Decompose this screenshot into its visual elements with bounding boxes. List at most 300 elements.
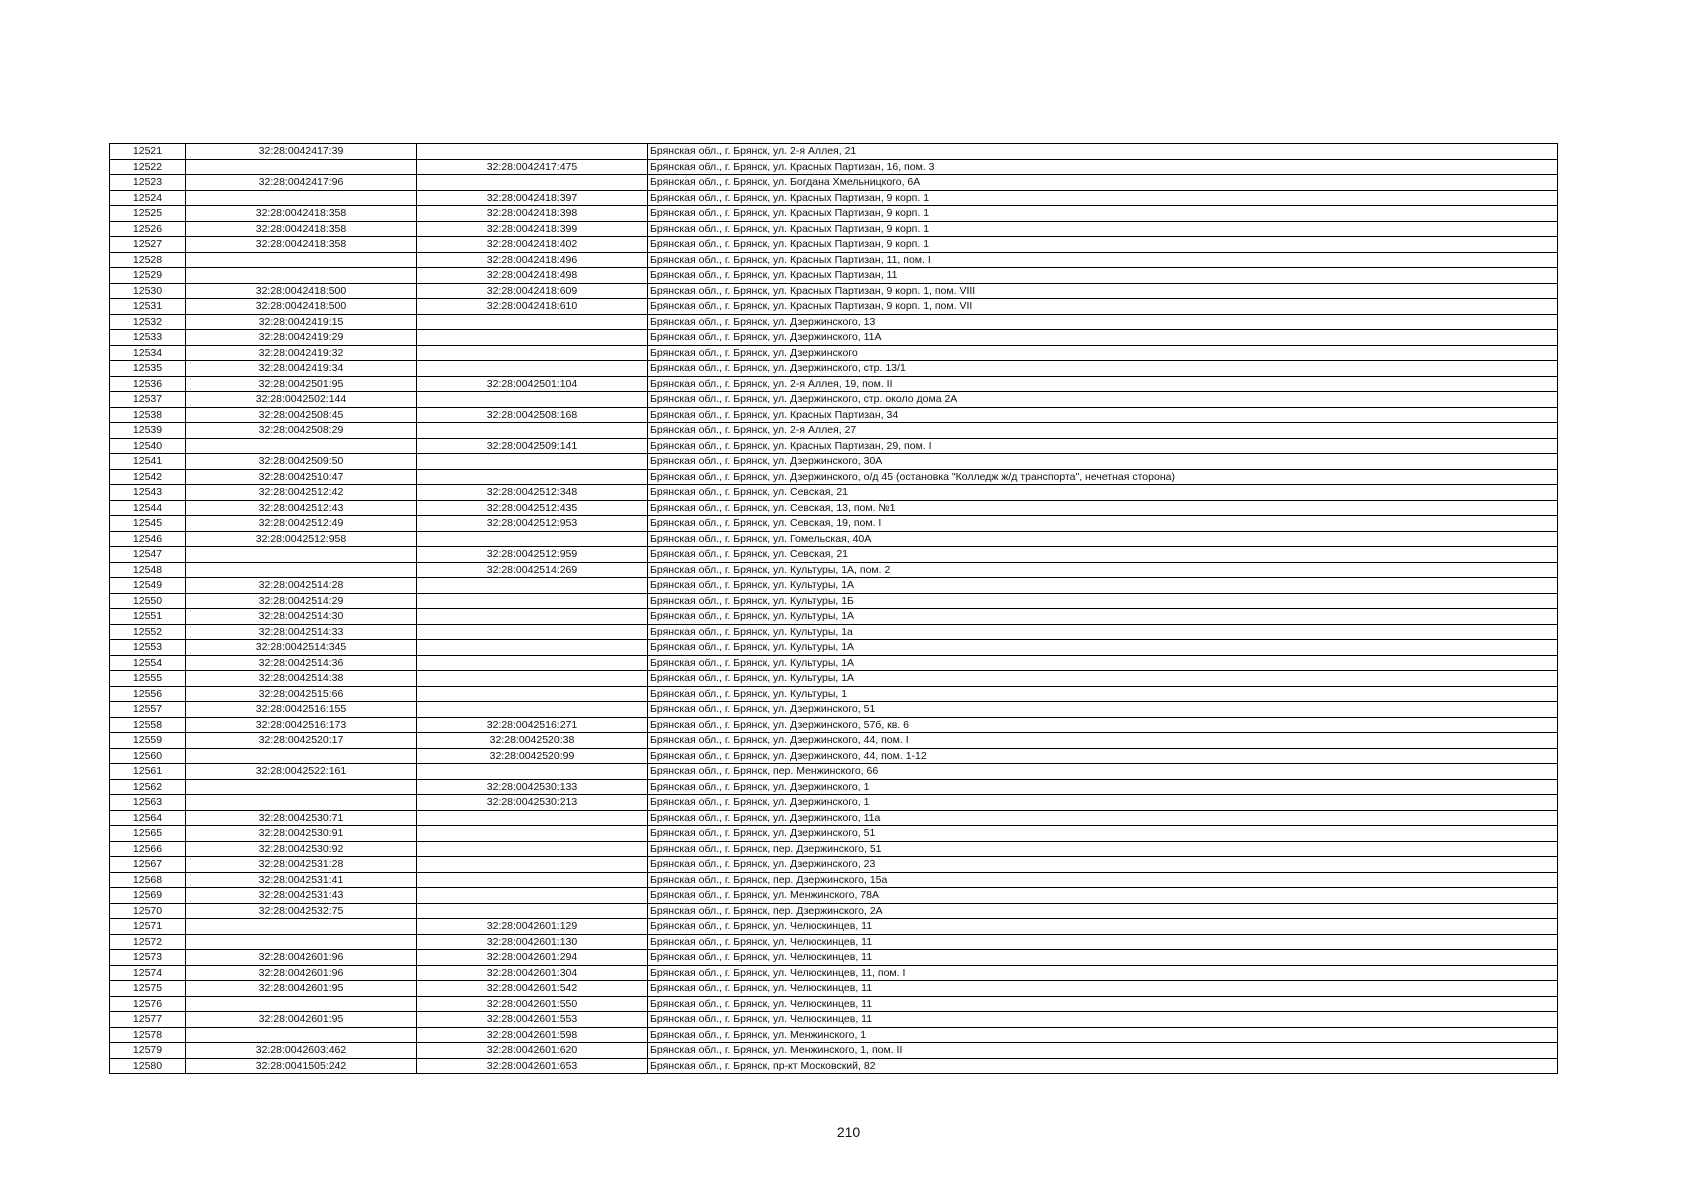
address-cell: Брянская обл., г. Брянск, ул. Культуры, 1Б <box>648 593 1558 609</box>
cadastral-number-parcel-cell: 32:28:0042418:358 <box>186 206 417 222</box>
table-row <box>110 934 1558 950</box>
cadastral-number-object-cell <box>417 702 648 718</box>
cadastral-number-object-cell: 32:28:0042418:498 <box>417 268 648 284</box>
row-number-cell: 12524 <box>110 190 186 206</box>
table-row <box>110 593 1558 609</box>
address-cell: Брянская обл., г. Брянск, ул. Челюскинцев, 11 <box>648 919 1558 935</box>
cadastral-number-object-cell: 32:28:0042601:129 <box>417 919 648 935</box>
cadastral-number-object-cell: 32:28:0042601:304 <box>417 965 648 981</box>
row-number-cell: 12549 <box>110 578 186 594</box>
page-number: 210 <box>836 1124 861 1140</box>
cadastral-number-object-cell <box>417 903 648 919</box>
table-row <box>110 872 1558 888</box>
cadastral-number-parcel-cell: 32:28:0042514:38 <box>186 671 417 687</box>
address-cell: Брянская обл., г. Брянск, ул. Менжинского, 1, пом. II <box>648 1043 1558 1059</box>
table-row <box>110 283 1558 299</box>
address-cell: Брянская обл., г. Брянск, ул. Дзержинского, 44, пом. I <box>648 733 1558 749</box>
table-row <box>110 159 1558 175</box>
table-row <box>110 175 1558 191</box>
cadastral-number-object-cell <box>417 609 648 625</box>
cadastral-number-parcel-cell: 32:28:0042514:36 <box>186 655 417 671</box>
table-row <box>110 779 1558 795</box>
row-number-cell: 12530 <box>110 283 186 299</box>
row-number-cell: 12565 <box>110 826 186 842</box>
table-row <box>110 578 1558 594</box>
cadastral-number-object-cell: 32:28:0042512:435 <box>417 500 648 516</box>
address-cell: Брянская обл., г. Брянск, пер. Дзержинского, 2А <box>648 903 1558 919</box>
cadastral-number-object-cell: 32:28:0042601:542 <box>417 981 648 997</box>
cadastral-number-parcel-cell: 32:28:0042418:358 <box>186 221 417 237</box>
cadastral-number-parcel-cell <box>186 1027 417 1043</box>
cadastral-number-parcel-cell <box>186 190 417 206</box>
table-row <box>110 702 1558 718</box>
row-number-cell: 12523 <box>110 175 186 191</box>
row-number-cell: 12577 <box>110 1012 186 1028</box>
table-row <box>110 1027 1558 1043</box>
cadastral-number-object-cell: 32:28:0042512:348 <box>417 485 648 501</box>
cadastral-number-object-cell: 32:28:0042601:130 <box>417 934 648 950</box>
row-number-cell: 12578 <box>110 1027 186 1043</box>
row-number-cell: 12555 <box>110 671 186 687</box>
cadastral-number-object-cell <box>417 531 648 547</box>
cadastral-number-object-cell <box>417 655 648 671</box>
cadastral-number-parcel-cell <box>186 919 417 935</box>
row-number-cell: 12575 <box>110 981 186 997</box>
address-cell: Брянская обл., г. Брянск, ул. Дзержинского, 23 <box>648 857 1558 873</box>
cadastral-number-parcel-cell: 32:28:0042418:500 <box>186 283 417 299</box>
cadastral-number-object-cell <box>417 345 648 361</box>
cadastral-number-parcel-cell: 32:28:0042601:95 <box>186 981 417 997</box>
cadastral-number-object-cell: 32:28:0042418:402 <box>417 237 648 253</box>
address-cell: Брянская обл., г. Брянск, ул. Севская, 13, пом. №1 <box>648 500 1558 516</box>
cadastral-number-object-cell <box>417 454 648 470</box>
address-cell: Брянская обл., г. Брянск, ул. Севская, 21 <box>648 547 1558 563</box>
cadastral-number-parcel-cell <box>186 252 417 268</box>
address-cell: Брянская обл., г. Брянск, ул. 2-я Аллея, 27 <box>648 423 1558 439</box>
address-cell: Брянская обл., г. Брянск, ул. 2-я Аллея, 19, пом. II <box>648 376 1558 392</box>
cadastral-number-parcel-cell: 32:28:0042417:96 <box>186 175 417 191</box>
address-cell: Брянская обл., г. Брянск, ул. Челюскинцев, 11 <box>648 1012 1558 1028</box>
row-number-cell: 12580 <box>110 1058 186 1074</box>
row-number-cell: 12572 <box>110 934 186 950</box>
table-row <box>110 748 1558 764</box>
cadastral-number-object-cell <box>417 872 648 888</box>
table-row <box>110 965 1558 981</box>
cadastral-number-object-cell <box>417 686 648 702</box>
cadastral-number-object-cell: 32:28:0042512:953 <box>417 516 648 532</box>
table-row <box>110 206 1558 222</box>
row-number-cell: 12556 <box>110 686 186 702</box>
table-row <box>110 1012 1558 1028</box>
cadastral-number-object-cell <box>417 841 648 857</box>
cadastral-number-object-cell: 32:28:0042516:271 <box>417 717 648 733</box>
address-cell: Брянская обл., г. Брянск, ул. Челюскинцев, 11 <box>648 934 1558 950</box>
cadastral-number-object-cell <box>417 144 648 160</box>
row-number-cell: 12548 <box>110 562 186 578</box>
cadastral-number-parcel-cell: 32:28:0042508:45 <box>186 407 417 423</box>
cadastral-number-parcel-cell: 32:28:0042530:91 <box>186 826 417 842</box>
row-number-cell: 12573 <box>110 950 186 966</box>
row-number-cell: 12550 <box>110 593 186 609</box>
cadastral-number-object-cell <box>417 624 648 640</box>
cadastral-number-parcel-cell <box>186 795 417 811</box>
table-row <box>110 996 1558 1012</box>
table-row <box>110 237 1558 253</box>
address-cell: Брянская обл., г. Брянск, ул. Гомельская, 40А <box>648 531 1558 547</box>
row-number-cell: 12561 <box>110 764 186 780</box>
cadastral-number-object-cell <box>417 888 648 904</box>
cadastral-number-parcel-cell: 32:28:0042516:155 <box>186 702 417 718</box>
cadastral-number-parcel-cell: 32:28:0042530:71 <box>186 810 417 826</box>
table-row <box>110 810 1558 826</box>
cadastral-number-object-cell <box>417 392 648 408</box>
cadastral-number-object-cell: 32:28:0042509:141 <box>417 438 648 454</box>
address-cell: Брянская обл., г. Брянск, ул. Дзержинского, 30А <box>648 454 1558 470</box>
cadastral-number-parcel-cell: 32:28:0042419:34 <box>186 361 417 377</box>
table-row <box>110 531 1558 547</box>
address-cell: Брянская обл., г. Брянск, ул. Дзержинского, 51 <box>648 826 1558 842</box>
table-row <box>110 407 1558 423</box>
cadastral-number-parcel-cell: 32:28:0042603:462 <box>186 1043 417 1059</box>
address-cell: Брянская обл., г. Брянск, ул. Красных Партизан, 9 корп. 1 <box>648 237 1558 253</box>
row-number-cell: 12571 <box>110 919 186 935</box>
cadastral-number-parcel-cell: 32:28:0042514:33 <box>186 624 417 640</box>
row-number-cell: 12528 <box>110 252 186 268</box>
cadastral-number-object-cell <box>417 640 648 656</box>
address-cell: Брянская обл., г. Брянск, ул. Севская, 19, пом. I <box>648 516 1558 532</box>
row-number-cell: 12559 <box>110 733 186 749</box>
address-cell: Брянская обл., г. Брянск, ул. 2-я Аллея, 21 <box>648 144 1558 160</box>
address-cell: Брянская обл., г. Брянск, ул. Красных Партизан, 29, пом. I <box>648 438 1558 454</box>
row-number-cell: 12535 <box>110 361 186 377</box>
table-row <box>110 562 1558 578</box>
cadastral-number-parcel-cell: 32:28:0042512:43 <box>186 500 417 516</box>
table-row <box>110 190 1558 206</box>
table-row <box>110 252 1558 268</box>
address-cell: Брянская обл., г. Брянск, ул. Красных Партизан, 9 корп. 1, пом. VIII <box>648 283 1558 299</box>
row-number-cell: 12547 <box>110 547 186 563</box>
address-cell: Брянская обл., г. Брянск, ул. Дзержинского, о/д 45 (остановка "Колледж ж/д транспорта", нечетная сторона) <box>648 469 1558 485</box>
row-number-cell: 12560 <box>110 748 186 764</box>
row-number-cell: 12579 <box>110 1043 186 1059</box>
row-number-cell: 12538 <box>110 407 186 423</box>
cadastral-number-parcel-cell: 32:28:0042601:95 <box>186 1012 417 1028</box>
address-cell: Брянская обл., г. Брянск, ул. Красных Партизан, 9 корп. 1 <box>648 221 1558 237</box>
table-row <box>110 795 1558 811</box>
cadastral-number-parcel-cell <box>186 562 417 578</box>
table-row <box>110 330 1558 346</box>
row-number-cell: 12525 <box>110 206 186 222</box>
cadastral-number-parcel-cell: 32:28:0042515:66 <box>186 686 417 702</box>
row-number-cell: 12563 <box>110 795 186 811</box>
address-cell: Брянская обл., г. Брянск, ул. Культуры, 1А <box>648 578 1558 594</box>
cadastral-number-parcel-cell: 32:28:0042514:30 <box>186 609 417 625</box>
table-row <box>110 733 1558 749</box>
cadastral-number-object-cell: 32:28:0042418:610 <box>417 299 648 315</box>
cadastral-number-parcel-cell: 32:28:0042531:28 <box>186 857 417 873</box>
address-cell: Брянская обл., г. Брянск, ул. Челюскинцев, 11 <box>648 981 1558 997</box>
cadastral-number-parcel-cell: 32:28:0042512:49 <box>186 516 417 532</box>
cadastral-number-object-cell <box>417 671 648 687</box>
cadastral-number-parcel-cell: 32:28:0042514:345 <box>186 640 417 656</box>
table-row <box>110 1058 1558 1074</box>
cadastral-number-parcel-cell: 32:28:0042419:15 <box>186 314 417 330</box>
address-cell: Брянская обл., г. Брянск, ул. Дзержинского, 1 <box>648 779 1558 795</box>
cadastral-number-parcel-cell: 32:28:0042522:161 <box>186 764 417 780</box>
registry-table-body <box>110 144 1558 1074</box>
address-cell: Брянская обл., г. Брянск, ул. Челюскинцев, 11, пом. I <box>648 965 1558 981</box>
address-cell: Брянская обл., г. Брянск, ул. Культуры, 1 <box>648 686 1558 702</box>
row-number-cell: 12557 <box>110 702 186 718</box>
address-cell: Брянская обл., г. Брянск, ул. Культуры, 1А <box>648 671 1558 687</box>
cadastral-number-object-cell: 32:28:0042601:653 <box>417 1058 648 1074</box>
cadastral-number-parcel-cell: 32:28:0042512:958 <box>186 531 417 547</box>
address-cell: Брянская обл., г. Брянск, ул. Менжинского, 78А <box>648 888 1558 904</box>
row-number-cell: 12570 <box>110 903 186 919</box>
table-row <box>110 221 1558 237</box>
cadastral-number-parcel-cell: 32:28:0042501:95 <box>186 376 417 392</box>
cadastral-number-parcel-cell <box>186 748 417 764</box>
table-row <box>110 857 1558 873</box>
cadastral-number-object-cell: 32:28:0042601:620 <box>417 1043 648 1059</box>
cadastral-number-object-cell: 32:28:0042601:550 <box>417 996 648 1012</box>
cadastral-number-object-cell <box>417 593 648 609</box>
cadastral-number-parcel-cell: 32:28:0042530:92 <box>186 841 417 857</box>
address-cell: Брянская обл., г. Брянск, ул. Дзержинского, 13 <box>648 314 1558 330</box>
table-row <box>110 485 1558 501</box>
row-number-cell: 12545 <box>110 516 186 532</box>
address-cell: Брянская обл., г. Брянск, ул. Красных Партизан, 11, пом. I <box>648 252 1558 268</box>
table-row <box>110 764 1558 780</box>
cadastral-number-object-cell: 32:28:0042530:133 <box>417 779 648 795</box>
address-cell: Брянская обл., г. Брянск, пр-кт Московский, 82 <box>648 1058 1558 1074</box>
cadastral-number-object-cell: 32:28:0042520:99 <box>417 748 648 764</box>
address-cell: Брянская обл., г. Брянск, ул. Красных Партизан, 16, пом. 3 <box>648 159 1558 175</box>
cadastral-number-object-cell: 32:28:0042601:294 <box>417 950 648 966</box>
cadastral-number-parcel-cell: 32:28:0042532:75 <box>186 903 417 919</box>
address-cell: Брянская обл., г. Брянск, ул. Дзержинского, стр. 13/1 <box>648 361 1558 377</box>
address-cell: Брянская обл., г. Брянск, пер. Дзержинского, 15а <box>648 872 1558 888</box>
row-number-cell: 12529 <box>110 268 186 284</box>
table-row <box>110 469 1558 485</box>
address-cell: Брянская обл., г. Брянск, ул. Дзержинского, стр. около дома 2А <box>648 392 1558 408</box>
cadastral-number-parcel-cell: 32:28:0042514:29 <box>186 593 417 609</box>
table-row <box>110 314 1558 330</box>
row-number-cell: 12569 <box>110 888 186 904</box>
cadastral-number-parcel-cell: 32:28:0042509:50 <box>186 454 417 470</box>
cadastral-number-parcel-cell: 32:28:0042418:358 <box>186 237 417 253</box>
cadastral-number-parcel-cell: 32:28:0042531:41 <box>186 872 417 888</box>
address-cell: Брянская обл., г. Брянск, ул. Красных Партизан, 9 корп. 1, пом. VII <box>648 299 1558 315</box>
cadastral-number-parcel-cell: 32:28:0042514:28 <box>186 578 417 594</box>
cadastral-number-object-cell <box>417 330 648 346</box>
cadastral-number-object-cell <box>417 175 648 191</box>
row-number-cell: 12543 <box>110 485 186 501</box>
cadastral-number-object-cell: 32:28:0042418:398 <box>417 206 648 222</box>
cadastral-number-parcel-cell: 32:28:0042601:96 <box>186 965 417 981</box>
table-row <box>110 981 1558 997</box>
address-cell: Брянская обл., г. Брянск, ул. Культуры, 1а <box>648 624 1558 640</box>
table-row <box>110 345 1558 361</box>
cadastral-number-object-cell: 32:28:0042520:38 <box>417 733 648 749</box>
cadastral-number-object-cell <box>417 578 648 594</box>
cadastral-number-object-cell <box>417 810 648 826</box>
table-row <box>110 423 1558 439</box>
address-cell: Брянская обл., г. Брянск, ул. Дзержинского, 44, пом. 1-12 <box>648 748 1558 764</box>
row-number-cell: 12537 <box>110 392 186 408</box>
row-number-cell: 12558 <box>110 717 186 733</box>
row-number-cell: 12562 <box>110 779 186 795</box>
cadastral-number-object-cell: 32:28:0042512:959 <box>417 547 648 563</box>
cadastral-number-parcel-cell <box>186 268 417 284</box>
cadastral-number-parcel-cell: 32:28:0042419:29 <box>186 330 417 346</box>
row-number-cell: 12527 <box>110 237 186 253</box>
property-registry-table <box>109 143 1558 1074</box>
cadastral-number-object-cell: 32:28:0042514:269 <box>417 562 648 578</box>
cadastral-number-parcel-cell <box>186 159 417 175</box>
row-number-cell: 12568 <box>110 872 186 888</box>
row-number-cell: 12521 <box>110 144 186 160</box>
address-cell: Брянская обл., г. Брянск, ул. Дзержинского, 1 <box>648 795 1558 811</box>
table-row <box>110 268 1558 284</box>
cadastral-number-parcel-cell <box>186 547 417 563</box>
cadastral-number-object-cell: 32:28:0042418:399 <box>417 221 648 237</box>
table-row <box>110 361 1558 377</box>
table-row <box>110 516 1558 532</box>
cadastral-number-parcel-cell: 32:28:0042512:42 <box>186 485 417 501</box>
cadastral-number-parcel-cell: 32:28:0042419:32 <box>186 345 417 361</box>
address-cell: Брянская обл., г. Брянск, ул. Дзержинского <box>648 345 1558 361</box>
table-row <box>110 671 1558 687</box>
cadastral-number-parcel-cell: 32:28:0042520:17 <box>186 733 417 749</box>
cadastral-number-parcel-cell <box>186 779 417 795</box>
address-cell: Брянская обл., г. Брянск, ул. Менжинского, 1 <box>648 1027 1558 1043</box>
row-number-cell: 12554 <box>110 655 186 671</box>
table-row <box>110 299 1558 315</box>
table-row <box>110 392 1558 408</box>
address-cell: Брянская обл., г. Брянск, ул. Красных Партизан, 9 корп. 1 <box>648 190 1558 206</box>
row-number-cell: 12576 <box>110 996 186 1012</box>
row-number-cell: 12544 <box>110 500 186 516</box>
table-row <box>110 888 1558 904</box>
table-row <box>110 655 1558 671</box>
table-row <box>110 826 1558 842</box>
row-number-cell: 12522 <box>110 159 186 175</box>
table-row <box>110 609 1558 625</box>
cadastral-number-object-cell: 32:28:0042601:553 <box>417 1012 648 1028</box>
row-number-cell: 12542 <box>110 469 186 485</box>
address-cell: Брянская обл., г. Брянск, пер. Дзержинского, 51 <box>648 841 1558 857</box>
address-cell: Брянская обл., г. Брянск, ул. Дзержинского, 11А <box>648 330 1558 346</box>
table-row <box>110 500 1558 516</box>
address-cell: Брянская обл., г. Брянск, ул. Культуры, 1А <box>648 609 1558 625</box>
row-number-cell: 12539 <box>110 423 186 439</box>
table-row <box>110 624 1558 640</box>
table-row <box>110 640 1558 656</box>
cadastral-number-object-cell: 32:28:0042501:104 <box>417 376 648 392</box>
address-cell: Брянская обл., г. Брянск, ул. Красных Партизан, 11 <box>648 268 1558 284</box>
row-number-cell: 12552 <box>110 624 186 640</box>
address-cell: Брянская обл., г. Брянск, пер. Менжинского, 66 <box>648 764 1558 780</box>
cadastral-number-parcel-cell: 32:28:0042417:39 <box>186 144 417 160</box>
table-row <box>110 841 1558 857</box>
table-row <box>110 717 1558 733</box>
row-number-cell: 12567 <box>110 857 186 873</box>
cadastral-number-object-cell <box>417 826 648 842</box>
cadastral-number-parcel-cell <box>186 438 417 454</box>
table-row <box>110 376 1558 392</box>
address-cell: Брянская обл., г. Брянск, ул. Богдана Хмельницкого, 6А <box>648 175 1558 191</box>
address-cell: Брянская обл., г. Брянск, ул. Красных Партизан, 9 корп. 1 <box>648 206 1558 222</box>
cadastral-number-parcel-cell: 32:28:0042502:144 <box>186 392 417 408</box>
row-number-cell: 12574 <box>110 965 186 981</box>
cadastral-number-object-cell <box>417 857 648 873</box>
table-row <box>110 454 1558 470</box>
table-row <box>110 547 1558 563</box>
cadastral-number-object-cell <box>417 361 648 377</box>
table-row <box>110 903 1558 919</box>
row-number-cell: 12533 <box>110 330 186 346</box>
address-cell: Брянская обл., г. Брянск, ул. Дзержинского, 51 <box>648 702 1558 718</box>
address-cell: Брянская обл., г. Брянск, ул. Дзержинского, 57б, кв. 6 <box>648 717 1558 733</box>
cadastral-number-parcel-cell: 32:28:0042601:96 <box>186 950 417 966</box>
address-cell: Брянская обл., г. Брянск, ул. Красных Партизан, 34 <box>648 407 1558 423</box>
cadastral-number-parcel-cell: 32:28:0042510:47 <box>186 469 417 485</box>
table-row <box>110 144 1558 160</box>
row-number-cell: 12553 <box>110 640 186 656</box>
table-row <box>110 686 1558 702</box>
table-row <box>110 438 1558 454</box>
cadastral-number-parcel-cell <box>186 934 417 950</box>
cadastral-number-object-cell: 32:28:0042601:598 <box>417 1027 648 1043</box>
row-number-cell: 12534 <box>110 345 186 361</box>
row-number-cell: 12541 <box>110 454 186 470</box>
cadastral-number-object-cell <box>417 314 648 330</box>
row-number-cell: 12546 <box>110 531 186 547</box>
address-cell: Брянская обл., г. Брянск, ул. Культуры, 1А <box>648 640 1558 656</box>
row-number-cell: 12526 <box>110 221 186 237</box>
cadastral-number-parcel-cell: 32:28:0042418:500 <box>186 299 417 315</box>
row-number-cell: 12566 <box>110 841 186 857</box>
table-row <box>110 1043 1558 1059</box>
row-number-cell: 12551 <box>110 609 186 625</box>
address-cell: Брянская обл., г. Брянск, ул. Челюскинцев, 11 <box>648 996 1558 1012</box>
address-cell: Брянская обл., г. Брянск, ул. Дзержинского, 11а <box>648 810 1558 826</box>
address-cell: Брянская обл., г. Брянск, ул. Культуры, 1А, пом. 2 <box>648 562 1558 578</box>
row-number-cell: 12536 <box>110 376 186 392</box>
table-row <box>110 950 1558 966</box>
cadastral-number-parcel-cell: 32:28:0041505:242 <box>186 1058 417 1074</box>
cadastral-number-object-cell: 32:28:0042418:496 <box>417 252 648 268</box>
table-row <box>110 919 1558 935</box>
row-number-cell: 12531 <box>110 299 186 315</box>
cadastral-number-object-cell <box>417 764 648 780</box>
cadastral-number-object-cell: 32:28:0042508:168 <box>417 407 648 423</box>
row-number-cell: 12532 <box>110 314 186 330</box>
cadastral-number-object-cell: 32:28:0042417:475 <box>417 159 648 175</box>
row-number-cell: 12564 <box>110 810 186 826</box>
cadastral-number-object-cell: 32:28:0042530:213 <box>417 795 648 811</box>
cadastral-number-object-cell: 32:28:0042418:397 <box>417 190 648 206</box>
address-cell: Брянская обл., г. Брянск, ул. Челюскинцев, 11 <box>648 950 1558 966</box>
address-cell: Брянская обл., г. Брянск, ул. Севская, 21 <box>648 485 1558 501</box>
address-cell: Брянская обл., г. Брянск, ул. Культуры, 1А <box>648 655 1558 671</box>
row-number-cell: 12540 <box>110 438 186 454</box>
cadastral-number-object-cell: 32:28:0042418:609 <box>417 283 648 299</box>
cadastral-number-object-cell <box>417 469 648 485</box>
cadastral-number-parcel-cell: 32:28:0042508:29 <box>186 423 417 439</box>
cadastral-number-parcel-cell <box>186 996 417 1012</box>
